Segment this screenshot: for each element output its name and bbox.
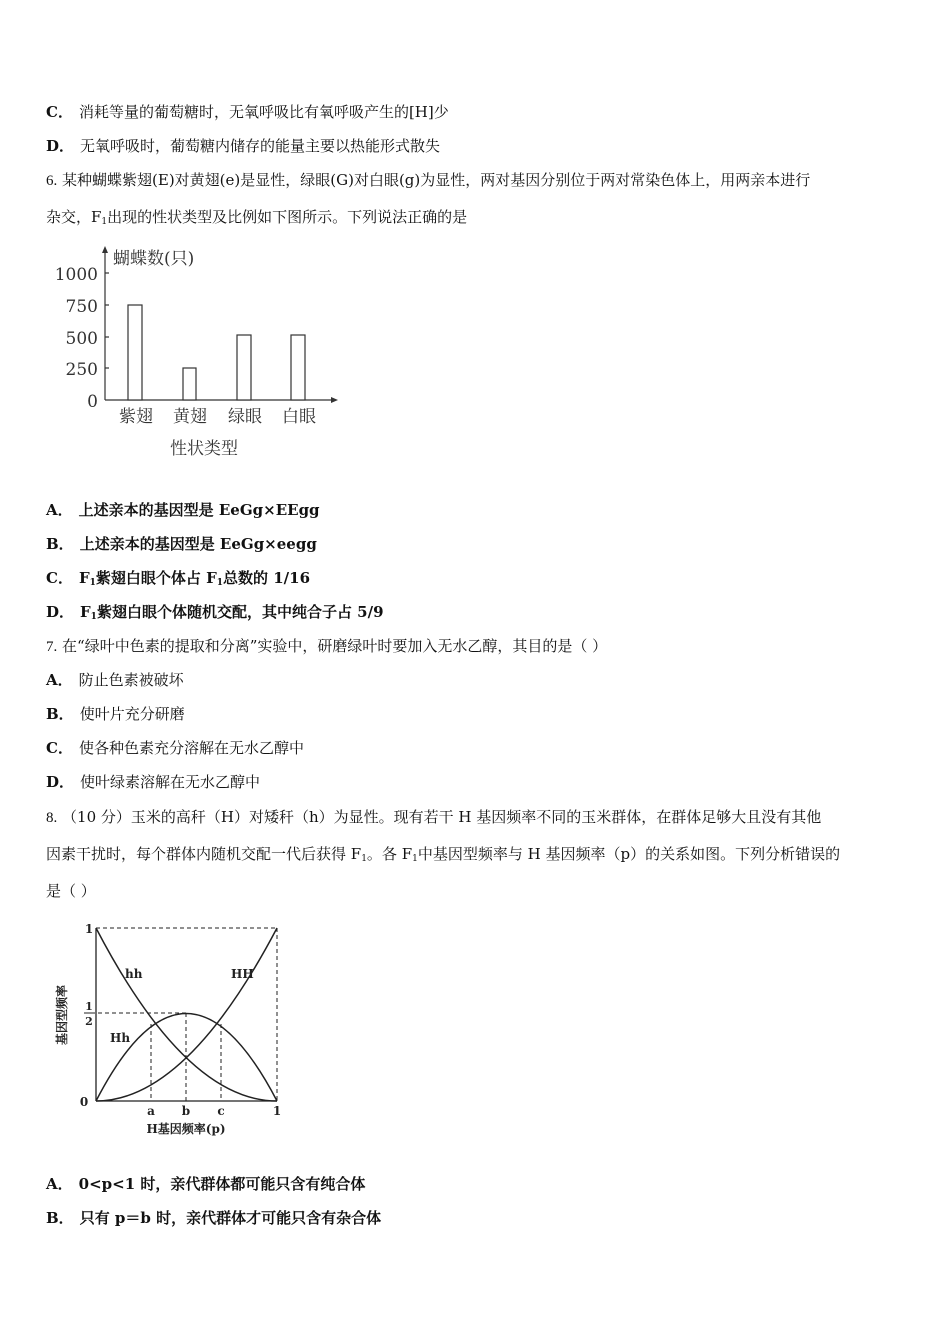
- q7-option-a[interactable]: [46, 670, 184, 690]
- x-tick-label: 紫翅: [119, 407, 153, 427]
- y-tick-label: 750: [65, 297, 98, 317]
- bar-green-eye: [237, 335, 251, 400]
- genotype-frequency-chart: [45, 915, 295, 1145]
- svg-text:2: 2: [85, 1015, 93, 1028]
- y-tick-label: 0: [87, 392, 98, 412]
- x-tick-label: 1: [272, 1104, 282, 1118]
- x-axis-label: H基因频率(p): [146, 1122, 226, 1136]
- subscript: 1: [89, 578, 96, 588]
- option-label: A．: [46, 1175, 73, 1193]
- x-axis-arrow-icon: [331, 397, 338, 403]
- y-tick-label: 500: [65, 329, 98, 349]
- subscript: 1: [216, 578, 224, 588]
- question-text: 杂交，F: [46, 208, 102, 226]
- bar-chart-butterfly-traits: [50, 240, 350, 470]
- option-text: 只有 p＝b 时，亲代群体才可能只含有杂合体: [79, 1209, 382, 1227]
- option-label: B．: [46, 1209, 74, 1227]
- bar-yellow-wing: [183, 368, 196, 400]
- option-label: D．: [46, 603, 75, 621]
- option-text: F: [78, 569, 90, 587]
- x-tick-label: 白眼: [282, 407, 316, 427]
- question-number: 6.: [46, 173, 58, 189]
- q8-option-b[interactable]: [46, 1208, 381, 1228]
- question-number: 7.: [46, 639, 58, 655]
- subscript: 1: [412, 854, 418, 864]
- option-text: 紫翅白眼个体占 F: [95, 569, 217, 587]
- q6-option-d[interactable]: [46, 602, 384, 627]
- x-tick-label: 绿眼: [228, 407, 262, 427]
- x-tick-label: b: [181, 1104, 191, 1118]
- question-text: 是（ ）: [46, 882, 96, 900]
- q8-stem-line1: [46, 807, 821, 828]
- option-text: 无氧呼吸时，葡萄糖内储存的能量主要以热能形式散失: [80, 137, 441, 155]
- y-tick-label: 1000: [54, 265, 98, 285]
- option-label: D．: [46, 137, 75, 155]
- x-tick-label: c: [217, 1104, 225, 1118]
- subscript: 1: [90, 612, 97, 622]
- series-label: HH: [231, 967, 254, 981]
- question-text: 。各 F: [366, 845, 413, 863]
- subscript: 1: [361, 854, 367, 864]
- svg-text:1: 1: [85, 1000, 93, 1013]
- option-label: C．: [46, 569, 73, 587]
- origin-label: 0: [79, 1095, 89, 1109]
- q7-option-b[interactable]: [46, 704, 185, 724]
- option-text: 总数的 1/16: [223, 569, 311, 587]
- option-label: C．: [46, 739, 73, 757]
- prev-option-d: [46, 136, 440, 156]
- q7-stem: [46, 636, 607, 657]
- option-label: B．: [46, 535, 74, 553]
- option-text: 上述亲本的基因型是 EeGg×eegg: [79, 535, 317, 553]
- q8-stem-line3: [46, 881, 96, 901]
- y-axis-label: 蝴蝶数(只): [113, 249, 195, 269]
- q6-stem-line2: [46, 207, 467, 232]
- option-text: 使各种色素充分溶解在无水乙醇中: [78, 739, 304, 757]
- y-tick-label: 250: [65, 360, 98, 380]
- series-label: Hh: [110, 1031, 131, 1045]
- q7-option-c[interactable]: [46, 738, 304, 758]
- option-label: A．: [46, 671, 73, 689]
- q6-stem-line1: [46, 170, 810, 191]
- option-label: A．: [46, 501, 73, 519]
- y-axis-arrow-icon: [102, 246, 108, 253]
- option-text: 上述亲本的基因型是 EeGg×EEgg: [78, 501, 320, 519]
- q6-option-b[interactable]: [46, 534, 317, 554]
- question-text: 在“绿叶中色素的提取和分离”实验中，研磨绿叶时要加入无水乙醇，其目的是（ ）: [62, 637, 608, 655]
- q8-stem-line2: [46, 844, 840, 869]
- question-text: 出现的性状类型及比例如下图所示。下列说法正确的是: [107, 208, 468, 226]
- prev-option-c: [46, 102, 449, 122]
- option-text: 防止色素被破坏: [78, 671, 184, 689]
- option-text: 使叶片充分研磨: [79, 705, 185, 723]
- q7-option-d[interactable]: [46, 772, 260, 792]
- bar-white-eye: [291, 335, 305, 400]
- q6-option-c[interactable]: [46, 568, 310, 593]
- x-axis-label: 性状类型: [170, 439, 238, 459]
- question-text: 玉米的高秆（H）对矮秆（h）为显性。现有若干 H 基因频率不同的玉米群体，在群体足够大且没有其他: [130, 808, 822, 826]
- y-axis-label: 基因型频率: [55, 984, 69, 1046]
- y-tick-label: 1: [84, 922, 94, 936]
- question-text: 中基因型频率与 H 基因频率（p）的关系如图。下列分析错误的: [417, 845, 841, 863]
- q6-option-a[interactable]: [46, 500, 320, 520]
- q8-option-a[interactable]: [46, 1174, 365, 1194]
- x-tick-label: a: [147, 1104, 155, 1118]
- option-text: F: [80, 603, 91, 621]
- question-score: （10 分）: [62, 808, 131, 826]
- bar-purple-wing: [128, 305, 142, 400]
- subscript: 1: [101, 217, 108, 227]
- question-text: 因素干扰时，每个群体内随机交配一代后获得 F: [46, 845, 362, 863]
- option-text: 使叶绿素溶解在无水乙醇中: [80, 773, 261, 791]
- question-number: 8.: [46, 810, 58, 826]
- series-label: hh: [125, 967, 143, 981]
- option-text: 紫翅白眼个体随机交配，其中纯合子占 5/9: [96, 603, 384, 621]
- x-tick-label: 黄翅: [173, 407, 207, 427]
- option-text: 0<p<1 时，亲代群体都可能只含有纯合体: [78, 1175, 366, 1193]
- option-text: 消耗等量的葡萄糖时，无氧呼吸比有氧呼吸产生的[H]少: [78, 103, 449, 121]
- option-label: B．: [46, 705, 74, 723]
- option-label: C．: [46, 103, 73, 121]
- question-text: 某种蝴蝶紫翅(E)对黄翅(e)是显性，绿眼(G)对白眼(g)为显性，两对基因分别位于两对常染色体上，用两亲本进行: [62, 171, 811, 189]
- option-label: D．: [46, 773, 75, 791]
